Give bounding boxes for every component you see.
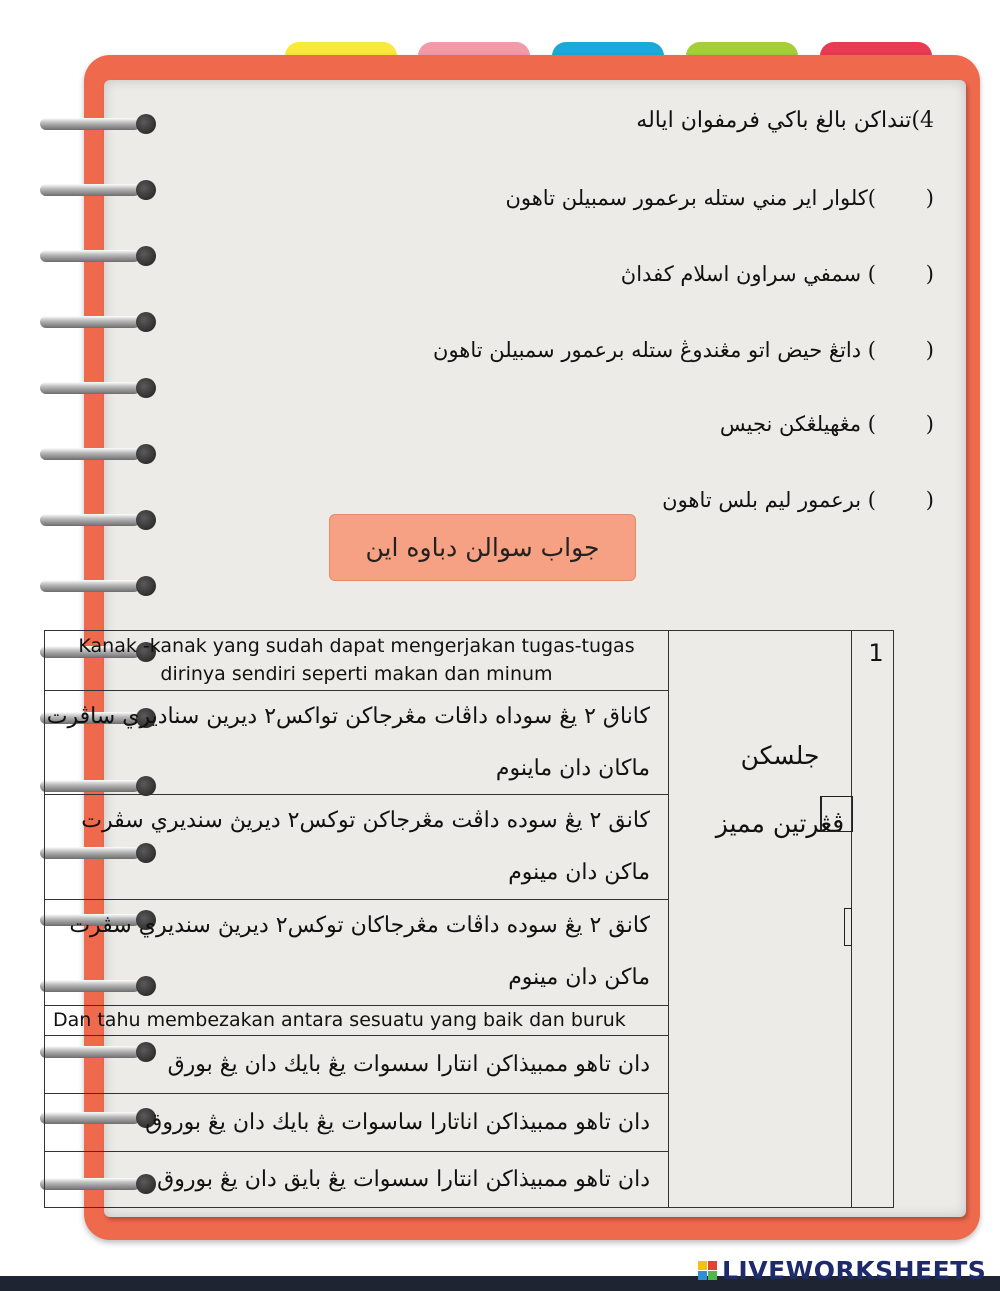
option-cell-3[interactable]: کانق ٢ يڠ سوده داڤت مڠرجاکن توکس٢ ديريڽ سنديري سڤرت ماکن دان مينوم bbox=[81, 808, 650, 885]
spiral-ring-icon bbox=[40, 444, 154, 464]
logo-wordmark: LIVEWORKSHEETS bbox=[722, 1256, 987, 1285]
option-cell-5[interactable]: Dan tahu membezakan antara sesuatu yang baik dan buruk bbox=[53, 1009, 626, 1031]
spiral-ring-icon bbox=[40, 576, 154, 596]
answer-blank[interactable]: ( bbox=[925, 186, 934, 210]
liveworksheets-logo bbox=[698, 1256, 986, 1285]
option-cell-2[interactable]: کاناق ٢ يڠ سوداه داڤات مڠرجاکن تواکس٢ ديرين سناديري ساڤرت ماکان دان ماينوم bbox=[46, 704, 650, 781]
option-cell-8[interactable]: دان تاهو ممبيذاکن انتارا سسوات يڠ بايق دان يڠ بوروق bbox=[157, 1167, 650, 1192]
question-item-3 bbox=[433, 338, 934, 362]
question-text: ) سمفي سراون اسلام کفداڽ bbox=[620, 262, 876, 286]
answer-blank[interactable]: ( bbox=[925, 262, 934, 286]
question-text: ) برعمور ليم بلس تاهون bbox=[662, 488, 876, 512]
question-item-1 bbox=[505, 186, 934, 210]
question-number: 1 bbox=[868, 639, 884, 667]
question-text: )کلوار اير مني ستله برعمور سمبيلن تاهون bbox=[505, 186, 876, 210]
question-heading: 4)تنداکن بالغ باکي فرمفوان اياله bbox=[636, 108, 934, 133]
answer-instruction-box: جواب سوالن دباوه اين bbox=[329, 514, 636, 581]
spiral-ring-icon bbox=[40, 180, 154, 200]
question-text: ) داتڠ حيض اتو مڠندوڠ ستله برعمور سمبيلن تاهون bbox=[433, 338, 876, 362]
question-item-4 bbox=[720, 412, 934, 436]
option-cell-6[interactable]: دان تاهو ممبيذاکن انتارا سسوات يڠ بايك دان يڠ بورق bbox=[167, 1052, 650, 1077]
answer-blank[interactable]: ( bbox=[925, 412, 934, 436]
option-cell-7[interactable]: دان تاهو ممبيذاکن اناتارا ساسوات يڠ بايك دان يڠ بوروق bbox=[145, 1110, 650, 1135]
question-item-5 bbox=[662, 488, 934, 512]
option-cell-1[interactable]: Kanak -kanak yang sudah dapat mengerjakan tugas-tugas dirinya sendiri seperti makan dan minum bbox=[78, 635, 635, 685]
spiral-ring-icon bbox=[40, 246, 154, 266]
question-item-2 bbox=[621, 262, 934, 286]
term-label-line1: جلسکن bbox=[740, 741, 820, 770]
option-cell-4[interactable]: کانق ٢ يڠ سوده داڤات مڠرجاکان توکس٢ ديريڽ سنديري سڤرت ماکن دان مينوم bbox=[69, 913, 650, 990]
spiral-ring-icon bbox=[40, 312, 154, 332]
logo-mark-icon bbox=[698, 1261, 718, 1281]
spiral-ring-icon bbox=[40, 510, 154, 530]
spiral-ring-icon bbox=[40, 114, 154, 134]
table-divider bbox=[668, 631, 669, 1207]
answer-blank[interactable]: ( bbox=[925, 338, 934, 362]
spiral-ring-icon bbox=[40, 378, 154, 398]
drop-target-box[interactable] bbox=[820, 796, 853, 832]
answer-table bbox=[44, 630, 894, 1208]
answer-blank[interactable]: ( bbox=[925, 488, 934, 512]
question-text: ) مڠهيلڠکن نجيس bbox=[719, 412, 876, 436]
term-label-line2: ڤڠرتين مميز bbox=[715, 809, 845, 838]
drop-target-box[interactable] bbox=[844, 908, 852, 946]
